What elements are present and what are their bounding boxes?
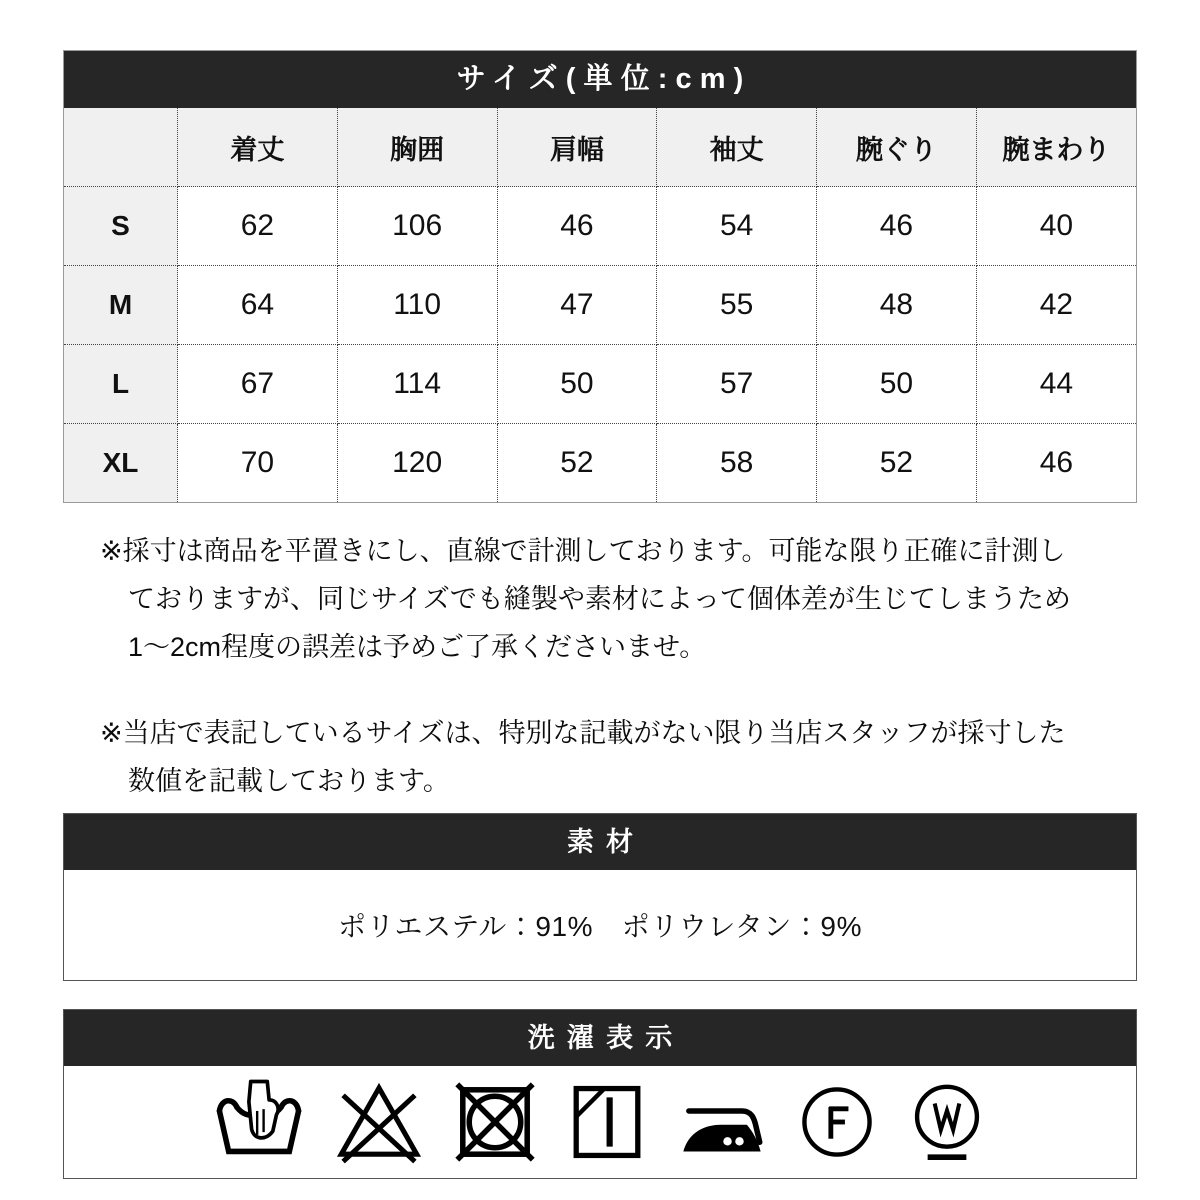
size-value: 67 [178,345,338,424]
size-value: 57 [657,345,817,424]
size-label: XL [64,424,178,503]
size-value: 55 [657,266,817,345]
size-value: 44 [976,345,1136,424]
size-value: 62 [178,187,338,266]
size-table-section [63,50,1137,503]
note-line: 数値を記載しております。 [128,766,450,796]
size-value: 42 [976,266,1136,345]
dry-clean-f-icon [793,1076,881,1168]
laundry-title: 洗濯表示 [64,1010,1136,1066]
size-value: 50 [817,345,977,424]
do-not-tumble-dry-icon [449,1076,541,1168]
do-not-bleach-icon [331,1076,427,1168]
laundry-section [63,1009,1137,1179]
size-value: 58 [657,424,817,503]
size-value: 46 [976,424,1136,503]
size-label: M [64,266,178,345]
size-value: 120 [337,424,497,503]
size-value: 46 [497,187,657,266]
size-row [64,424,1136,503]
size-row [64,345,1136,424]
size-table-title: サイズ(単位:cm) [64,51,1136,108]
note-line: ておりますが、同じサイズでも縫製や素材によって個体差が生じてしまうため [128,584,1071,614]
iron-medium-icon [673,1076,771,1168]
size-table [64,108,1136,502]
measurement-note [100,527,1137,671]
size-value: 52 [817,424,977,503]
size-label: L [64,345,178,424]
size-value: 52 [497,424,657,503]
size-value: 40 [976,187,1136,266]
size-value: 46 [817,187,977,266]
size-value: 48 [817,266,977,345]
material-content: ポリエステル：91% ポリウレタン：9% [337,911,863,942]
size-value: 47 [497,266,657,345]
wet-clean-w-gentle-icon [903,1076,991,1168]
column-header: 腕ぐり [817,108,977,187]
size-value: 70 [178,424,338,503]
column-header: 着丈 [178,108,338,187]
material-title: 素材 [64,814,1136,870]
size-table-body [64,187,1136,503]
material-section [63,813,1137,981]
corner-cell [64,108,178,187]
column-header: 胸囲 [337,108,497,187]
column-header: 腕まわり [976,108,1136,187]
note-line: ※当店で表記しているサイズは、特別な記載がない限り当店スタッフが採寸した [100,718,1066,748]
size-label: S [64,187,178,266]
column-header: 袖丈 [657,108,817,187]
notes [100,527,1137,805]
size-value: 110 [337,266,497,345]
size-value: 106 [337,187,497,266]
size-value: 54 [657,187,817,266]
note-line: ※採寸は商品を平置きにし、直線で計測しております。可能な限り正確に計測し [100,536,1066,566]
size-row [64,187,1136,266]
laundry-symbols [64,1066,1136,1178]
hand-wash-icon [209,1076,309,1168]
note-line: 1〜2cm程度の誤差は予めご了承くださいませ。 [128,632,707,662]
size-value: 114 [337,345,497,424]
size-value: 50 [497,345,657,424]
size-value: 64 [178,266,338,345]
line-dry-in-shade-icon [563,1076,651,1168]
staff-measured-note [100,709,1137,805]
size-row [64,266,1136,345]
size-table-header-row [64,108,1136,187]
column-header: 肩幅 [497,108,657,187]
